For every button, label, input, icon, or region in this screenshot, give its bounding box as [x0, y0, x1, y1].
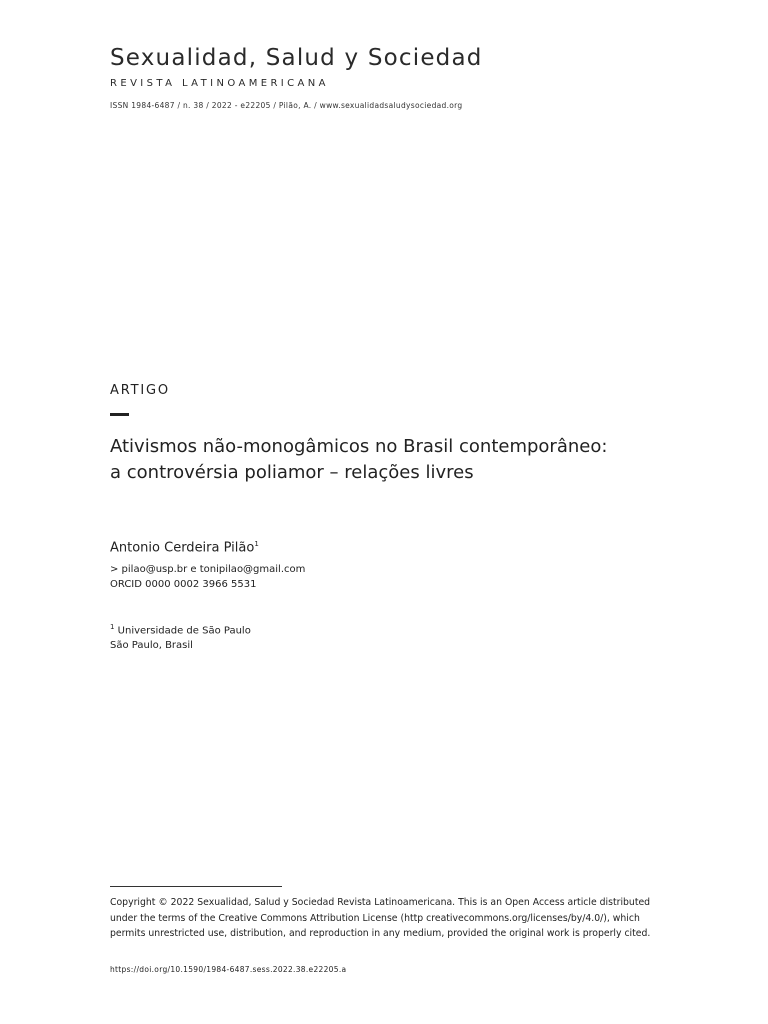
- section-divider: [110, 413, 129, 416]
- affiliation-line-1: [110, 620, 251, 638]
- footnote-divider: [110, 886, 282, 887]
- issn-line: ISSN 1984-6487 / n. 38 / 2022 - e22205 / Pilão, A. / www.sexualidadsaludysociedad.org: [110, 101, 463, 110]
- author-contact: [110, 562, 305, 592]
- copyright-notice: [110, 895, 662, 942]
- journal-title: Sexualidad, Salud y Sociedad: [110, 45, 483, 71]
- author-orcid[interactable]: ORCID 0000 0002 3966 5531: [110, 579, 257, 590]
- journal-subtitle: REVISTA LATINOAMERICANA: [110, 78, 329, 89]
- article-title-line-1: Ativismos não-monogâmicos no Brasil contemporâneo:: [110, 436, 608, 457]
- affiliation-marker: 1: [110, 623, 115, 631]
- copyright-line-3: permits unrestricted use, distribution, and reproduction in any medium, provided the original work is properly cited.: [110, 928, 651, 939]
- author-name-text: Antonio Cerdeira Pilão: [110, 540, 255, 556]
- doi-link[interactable]: https://doi.org/10.1590/1984-6487.sess.2022.38.e22205.a: [110, 965, 347, 974]
- copyright-line-1: Copyright © 2022 Sexualidad, Salud y Sociedad Revista Latinoamericana. This is an Open Access article distributed: [110, 897, 651, 908]
- article-title-line-2: a controvérsia poliamor – relações livres: [110, 462, 474, 483]
- affiliation-line-2: São Paulo, Brasil: [110, 640, 193, 652]
- copyright-line-2: under the terms of the Creative Commons Attribution License (http creativecommons.org/licenses/by/4.0/), which: [110, 912, 640, 924]
- section-label: ARTIGO: [110, 383, 170, 398]
- author-email[interactable]: > pilao@usp.br e tonipilao@gmail.com: [110, 564, 306, 575]
- article-title: [110, 434, 670, 486]
- author-affiliation: [110, 620, 251, 653]
- affiliation-institution: Universidade de São Paulo: [117, 625, 251, 637]
- author-name: [110, 540, 259, 555]
- author-footnote-marker: 1: [254, 540, 259, 548]
